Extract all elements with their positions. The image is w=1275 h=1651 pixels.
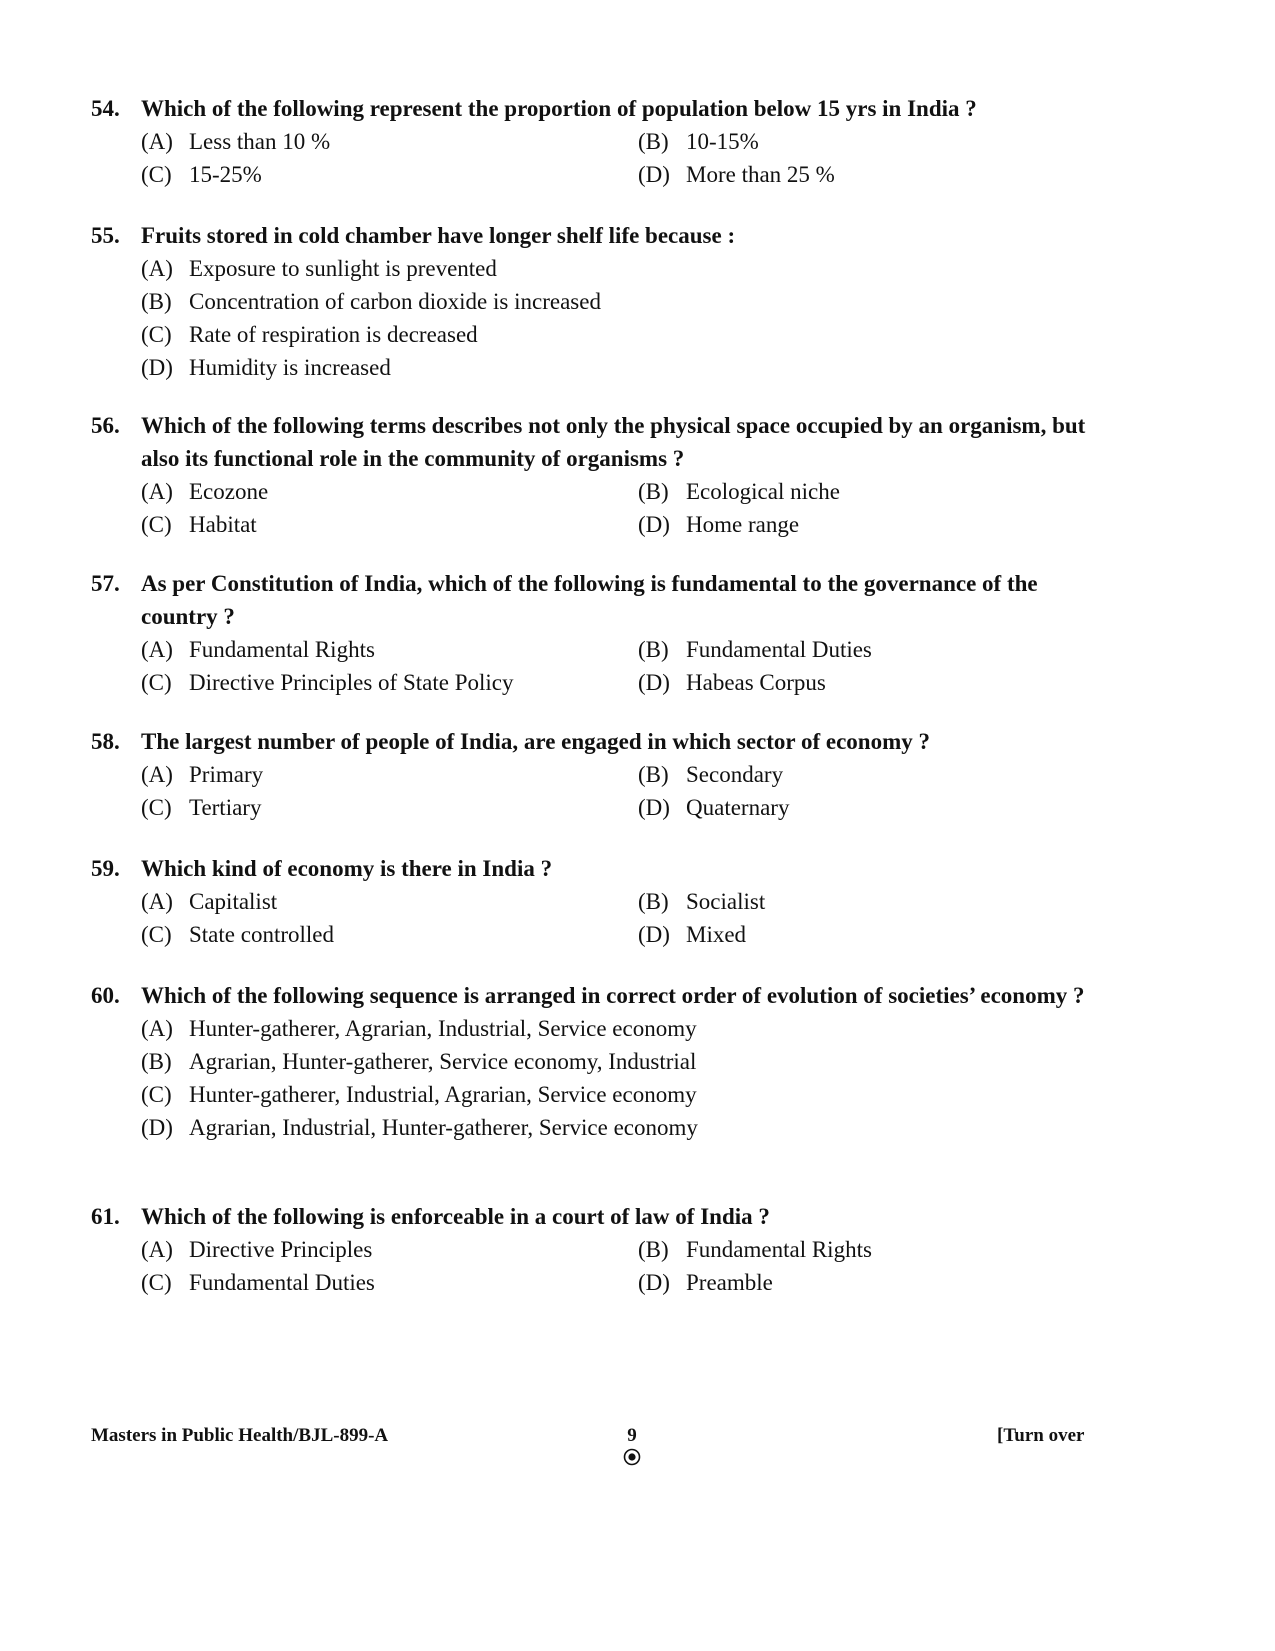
option-label: (B) (638, 637, 669, 662)
question-59 (91, 852, 1091, 951)
option-label: (A) (141, 256, 173, 281)
option-text: Fundamental Duties (686, 637, 872, 662)
option-text: Quaternary (686, 795, 790, 820)
option-b (141, 285, 1091, 318)
option-text: Directive Principles of State Policy (189, 670, 514, 695)
options (141, 758, 1091, 824)
question-text: Which of the following represent the proportion of population below 15 yrs in India ? (141, 96, 977, 121)
option-text: Socialist (686, 889, 766, 914)
option-text: Fundamental Rights (189, 637, 375, 662)
option-label: (B) (141, 1049, 172, 1074)
footer-paper-code: Masters in Public Health/BJL-899-A (91, 1425, 389, 1446)
option-label: (D) (638, 1270, 670, 1295)
question-57 (91, 567, 1091, 699)
question-61 (91, 1200, 1091, 1299)
option-text: Ecological niche (686, 479, 840, 504)
options (141, 475, 1091, 541)
option-text: More than 25 % (686, 162, 835, 187)
option-b (141, 1045, 1091, 1078)
page-number: 9 (627, 1425, 637, 1446)
question-stem (91, 567, 1091, 633)
question-stem (91, 409, 1091, 475)
option-text: State controlled (189, 922, 334, 947)
option-label: (A) (141, 762, 173, 787)
option-text: Habeas Corpus (686, 670, 826, 695)
option-text: Concentration of carbon dioxide is increased (189, 289, 601, 314)
options (141, 1233, 1091, 1299)
question-number: 60. (91, 983, 120, 1008)
option-text: Rate of respiration is decreased (189, 322, 478, 347)
option-a (141, 252, 1091, 285)
option-d (638, 791, 1038, 824)
option-text: Ecozone (189, 479, 269, 504)
option-a (141, 1233, 638, 1266)
option-c (141, 1266, 638, 1299)
option-label: (D) (638, 922, 670, 947)
question-stem (91, 92, 1091, 125)
option-label: (C) (141, 512, 172, 537)
question-number: 57. (91, 571, 120, 596)
footer-page (600, 1424, 664, 1466)
option-text: Secondary (686, 762, 784, 787)
question-text: Fruits stored in cold chamber have longer shelf life because : (141, 223, 736, 248)
question-text: Which kind of economy is there in India ? (141, 856, 553, 881)
registration-circle-icon (623, 1448, 641, 1466)
option-label: (D) (638, 670, 670, 695)
option-d (638, 508, 1038, 541)
option-label: (D) (638, 795, 670, 820)
option-label: (C) (141, 795, 172, 820)
option-label: (A) (141, 1016, 173, 1041)
option-text: 15-25% (189, 162, 262, 187)
question-text: Which of the following sequence is arranged in correct order of evolution of societies’ economy ? (141, 983, 1085, 1008)
option-label: (A) (141, 129, 173, 154)
option-c (141, 508, 638, 541)
option-c (141, 666, 638, 699)
option-c (141, 791, 638, 824)
option-label: (A) (141, 637, 173, 662)
option-label: (B) (638, 762, 669, 787)
footer-turn-over: [Turn over (997, 1425, 1085, 1446)
option-label: (B) (638, 479, 669, 504)
option-label: (B) (638, 1237, 669, 1262)
option-text: Habitat (189, 512, 257, 537)
option-text: Exposure to sunlight is prevented (189, 256, 497, 281)
option-d (638, 918, 1038, 951)
question-58 (91, 725, 1091, 824)
question-stem (91, 725, 1091, 758)
option-b (638, 633, 1038, 666)
option-label: (B) (141, 289, 172, 314)
option-label: (C) (141, 1082, 172, 1107)
question-number: 59. (91, 856, 120, 881)
question-60 (91, 979, 1091, 1144)
option-c (141, 158, 638, 191)
question-text: Which of the following terms describes not only the physical space occupied by an organism, but also its functional role in the community of organisms ? (141, 413, 1086, 471)
question-number: 54. (91, 96, 120, 121)
option-label: (D) (638, 162, 670, 187)
question-text: As per Constitution of India, which of the following is fundamental to the governance of the country ? (141, 571, 1038, 629)
option-d (638, 1266, 1038, 1299)
option-label: (A) (141, 479, 173, 504)
option-a (141, 885, 638, 918)
question-number: 61. (91, 1204, 120, 1229)
option-text: Mixed (686, 922, 747, 947)
option-label: (C) (141, 922, 172, 947)
option-a (141, 633, 638, 666)
option-text: Preamble (686, 1270, 773, 1295)
question-55 (91, 219, 1091, 384)
question-stem (91, 1200, 1091, 1233)
option-label: (A) (141, 889, 173, 914)
question-stem (91, 979, 1091, 1012)
question-text: Which of the following is enforceable in a court of law of India ? (141, 1204, 770, 1229)
question-stem (91, 852, 1091, 885)
option-d (638, 158, 1038, 191)
option-b (638, 125, 1038, 158)
option-text: Less than 10 % (189, 129, 331, 154)
option-text: Tertiary (189, 795, 262, 820)
question-number: 55. (91, 223, 120, 248)
option-label: (D) (141, 355, 173, 380)
option-b (638, 885, 1038, 918)
option-b (638, 475, 1038, 508)
option-c (141, 1078, 1091, 1111)
option-label: (A) (141, 1237, 173, 1262)
question-stem (91, 219, 1091, 252)
question-56 (91, 409, 1091, 541)
question-54 (91, 92, 1091, 191)
options (141, 252, 1091, 384)
options (141, 885, 1091, 951)
option-c (141, 918, 638, 951)
option-a (141, 125, 638, 158)
option-label: (C) (141, 162, 172, 187)
question-number: 56. (91, 413, 120, 438)
option-text: 10-15% (686, 129, 759, 154)
option-text: Home range (686, 512, 800, 537)
option-c (141, 318, 1091, 351)
option-a (141, 475, 638, 508)
option-text: Capitalist (189, 889, 278, 914)
option-label: (D) (638, 512, 670, 537)
option-label: (C) (141, 670, 172, 695)
option-text: Agrarian, Hunter-gatherer, Service economy, Industrial (189, 1049, 697, 1074)
options (141, 633, 1091, 699)
option-text: Directive Principles (189, 1237, 373, 1262)
option-text: Hunter-gatherer, Agrarian, Industrial, Service economy (189, 1016, 697, 1041)
question-number: 58. (91, 729, 120, 754)
option-text: Fundamental Duties (189, 1270, 375, 1295)
option-d (141, 351, 1091, 384)
options (141, 125, 1091, 191)
options (141, 1012, 1091, 1144)
option-text: Humidity is increased (189, 355, 391, 380)
option-text: Agrarian, Industrial, Hunter-gatherer, Service economy (189, 1115, 698, 1140)
option-label: (C) (141, 1270, 172, 1295)
option-label: (C) (141, 322, 172, 347)
option-label: (D) (141, 1115, 173, 1140)
option-b (638, 1233, 1038, 1266)
option-d (141, 1111, 1091, 1144)
option-text: Hunter-gatherer, Industrial, Agrarian, Service economy (189, 1082, 697, 1107)
option-d (638, 666, 1038, 699)
option-text: Primary (189, 762, 264, 787)
option-a (141, 1012, 1091, 1045)
option-text: Fundamental Rights (686, 1237, 872, 1262)
question-text: The largest number of people of India, are engaged in which sector of economy ? (141, 729, 930, 754)
option-label: (B) (638, 889, 669, 914)
option-b (638, 758, 1038, 791)
option-label: (B) (638, 129, 669, 154)
option-a (141, 758, 638, 791)
